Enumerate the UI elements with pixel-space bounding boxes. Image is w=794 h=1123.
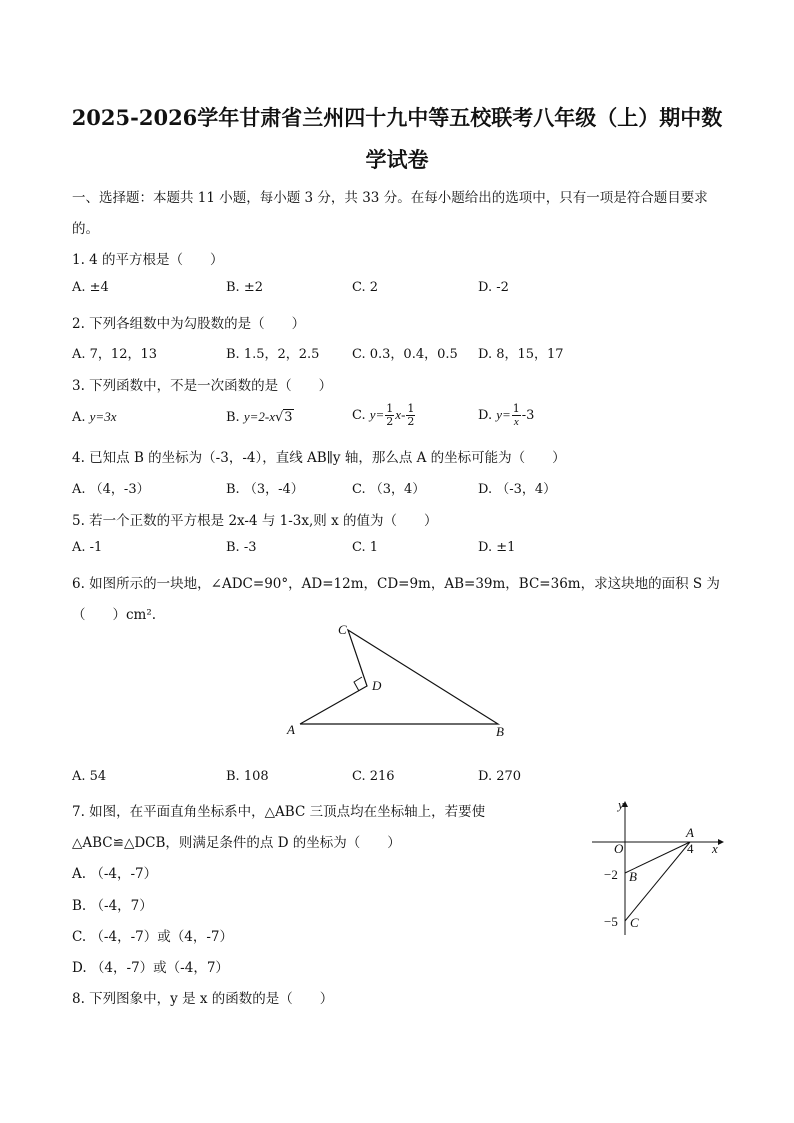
q4-option-b: B. （3，-4）	[226, 482, 304, 497]
q3-option-a: A. y=3x	[72, 409, 117, 425]
q4-option-d: D. （-3，4）	[478, 482, 557, 497]
q3-option-b: B. y=2-x√3	[226, 409, 293, 425]
question-2-options	[72, 343, 692, 363]
q4-option-c: C. （3，4）	[352, 482, 426, 497]
q7-option-c: C. （-4，-7）或（4，-7）	[72, 929, 233, 945]
question-7-stem-cont: △ABC≌△DCB，则满足条件的点 D 的坐标为（ ）	[72, 835, 401, 851]
point-label-a: A	[686, 825, 694, 840]
question-5-options	[72, 540, 692, 560]
quadrilateral-figure	[280, 618, 520, 748]
q7-option-d: D. （4，-7）或（-4，7）	[72, 960, 229, 976]
axis-label-y: y	[618, 797, 624, 812]
q1-option-a: A. ±4	[72, 280, 109, 295]
q5-option-d: D. ±1	[478, 540, 516, 555]
q1-option-d: D. -2	[478, 280, 509, 295]
q6-option-c: C. 216	[352, 769, 395, 784]
q7-option-a: A. （-4，-7）	[72, 866, 158, 882]
q6-option-a: A. 54	[72, 769, 107, 784]
question-4-stem: 4. 已知点 B 的坐标为（-3，-4），直线 AB∥y 轴，那么点 A 的坐标可能为（ ）	[72, 450, 566, 466]
q6-option-b: B. 108	[226, 769, 269, 784]
question-6-stem-cont: （ ）cm².	[72, 607, 157, 623]
label-a: A	[287, 722, 295, 737]
q5-option-a: A. -1	[72, 540, 103, 555]
question-3-options	[72, 403, 692, 437]
question-1-stem: 1. 4 的平方根是（ ）	[72, 252, 224, 268]
question-4-options	[72, 478, 692, 498]
exam-title-line2: 学试卷	[365, 147, 429, 172]
label-c: C	[338, 622, 347, 637]
q7-option-b: B. （-4，7）	[72, 898, 153, 914]
tick-label-neg5: −5	[604, 914, 618, 929]
section-heading: 一、选择题：本题共 11 小题，每小题 3 分，共 33 分。在每小题给出的选项中，只有一项是符合题目要求	[72, 190, 708, 206]
q5-option-b: B. -3	[226, 540, 257, 555]
label-d: D	[372, 678, 382, 693]
question-8-stem: 8. 下列图象中，y 是 x 的函数的是（ ）	[72, 991, 334, 1007]
question-5-stem: 5. 若一个正数的平方根是 2x-4 与 1-3x,则 x 的值为（ ）	[72, 513, 438, 529]
q2-option-a: A. 7，12，13	[72, 347, 158, 362]
figure-edges	[300, 630, 498, 724]
q3-option-c: C. y= $\frac{1}{2}$ x- $\frac{1}{2}$	[352, 402, 415, 428]
origin-label: O	[614, 841, 624, 856]
tick-label-neg2: −2	[604, 867, 618, 882]
question-6-stem: 6. 如图所示的一块地，∠ADC=90°，AD=12m，CD=9m，AB=39m，BC=36m，求这块地的面积 S 为	[72, 576, 720, 592]
coordinate-graph	[590, 795, 730, 940]
axis-label-x: x	[712, 841, 718, 856]
q6-option-d: D. 270	[478, 769, 522, 784]
q1-option-b: B. ±2	[226, 280, 263, 295]
exam-title-line1: 2025-2026学年甘肃省兰州四十九中等五校联考八年级（上）期中数	[71, 105, 723, 130]
q4-option-a: A. （4，-3）	[72, 482, 150, 497]
point-label-c: C	[630, 915, 639, 930]
q1-option-c: C. 2	[352, 280, 379, 295]
point-label-b: B	[629, 869, 637, 884]
question-7-stem: 7. 如图，在平面直角坐标系中，△ABC 三顶点均在坐标轴上，若要使	[72, 804, 486, 820]
q2-option-d: D. 8，15，17	[478, 347, 564, 362]
q5-option-c: C. 1	[352, 540, 379, 555]
q2-option-c: C. 0.3，0.4，0.5	[352, 347, 458, 362]
label-b: B	[496, 724, 504, 739]
tick-label-4: 4	[687, 841, 694, 856]
question-2-stem: 2. 下列各组数中为勾股数的是（ ）	[72, 316, 306, 332]
section-heading-cont: 的。	[72, 221, 99, 237]
question-1-options	[72, 280, 692, 300]
question-6-options	[72, 769, 692, 789]
q3-option-d: D. y= $\frac{1}{x}$ -3	[478, 402, 535, 428]
x-axis-arrow	[718, 839, 724, 845]
question-3-stem: 3. 下列函数中，不是一次函数的是（ ）	[72, 378, 333, 394]
q2-option-b: B. 1.5，2，2.5	[226, 347, 320, 362]
